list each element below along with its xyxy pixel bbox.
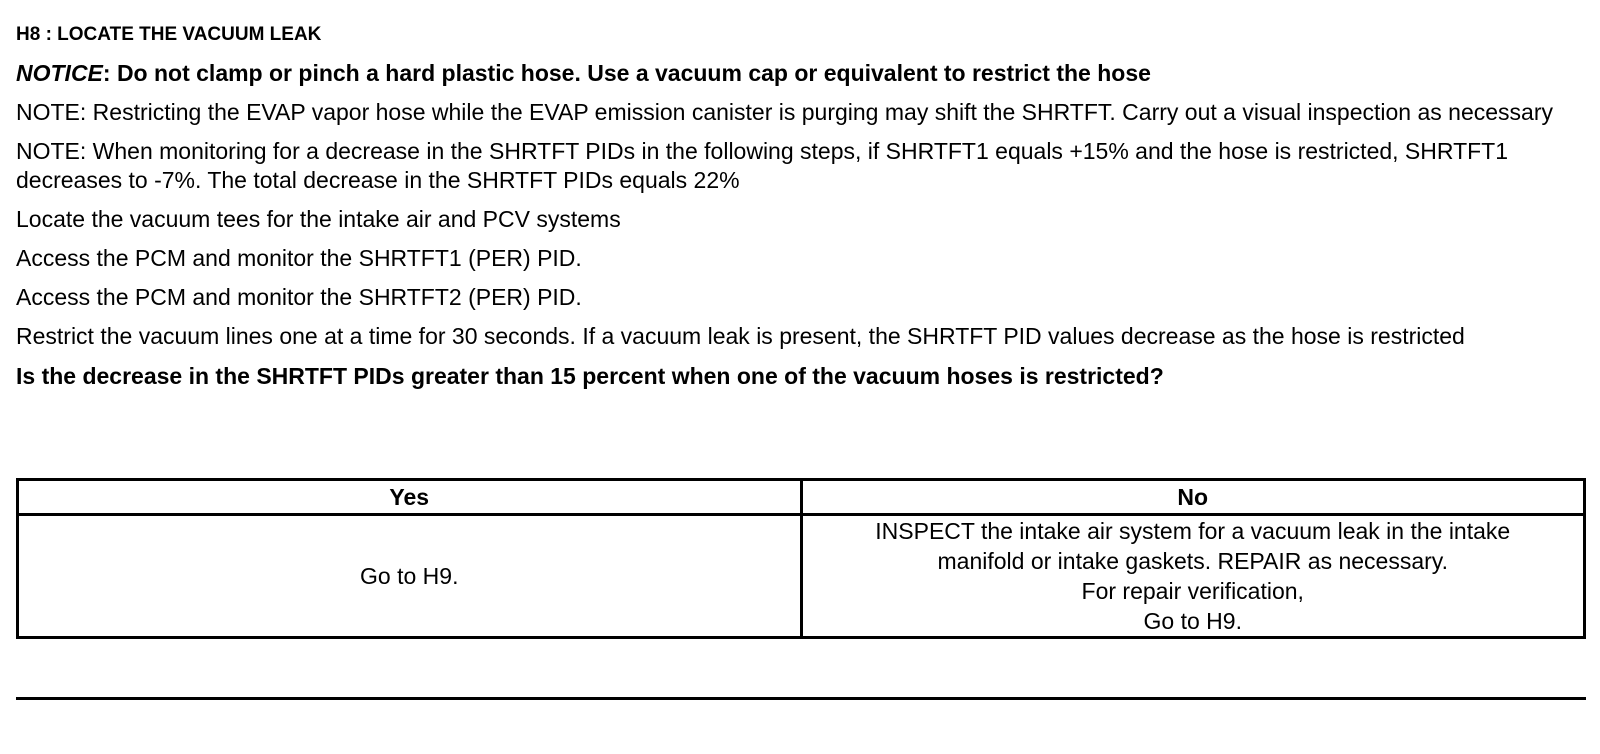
no-header: No [801, 480, 1585, 515]
no-action-line: INSPECT the intake air system for a vacuum leak in the intake [875, 518, 1511, 544]
note-evap: NOTE: Restricting the EVAP vapor hose while the EVAP emission canister is purging may shift the SHRTFT. Carry out a visual inspection as necessary [16, 99, 1553, 125]
instruction-locate-tees: Locate the vacuum tees for the intake air and PCV systems [16, 206, 621, 232]
bottom-divider [16, 697, 1586, 700]
notice-label: NOTICE [16, 60, 103, 86]
no-action-line: manifold or intake gaskets. REPAIR as necessary. [937, 548, 1448, 574]
notice-text: : Do not clamp or pinch a hard plastic hose. Use a vacuum cap or equivalent to restrict the hose [102, 60, 1151, 86]
no-action-line: Go to H9. [1143, 608, 1242, 634]
instruction-restrict-lines: Restrict the vacuum lines one at a time for 30 seconds. If a vacuum leak is present, the SHRTFT PID values decrease as the hose is restricted [16, 323, 1465, 349]
no-action [801, 515, 1585, 638]
step-title: H8 : LOCATE THE VACUUM LEAK [16, 24, 322, 45]
decision-header-row [18, 480, 1585, 515]
yes-action: Go to H9. [18, 515, 802, 638]
note-shrtft-decrease: NOTE: When monitoring for a decrease in the SHRTFT PIDs in the following steps, if SHRTFT1 equals +15% and the hose is restricted, SHRTFT1 decreases to -7%. The total decrease in the SHRTFT PIDs equals 22% [16, 138, 1509, 193]
procedure-step [16, 20, 1586, 391]
notice [16, 58, 1586, 88]
yes-header: Yes [18, 480, 802, 515]
decision-action-row [18, 515, 1585, 638]
instruction-monitor-shrtft2: Access the PCM and monitor the SHRTFT2 (PER) PID. [16, 284, 582, 310]
step-question: Is the decrease in the SHRTFT PIDs greater than 15 percent when one of the vacuum hoses is restricted? [16, 363, 1164, 389]
decision-table [16, 478, 1586, 639]
instruction-monitor-shrtft1: Access the PCM and monitor the SHRTFT1 (PER) PID. [16, 245, 582, 271]
no-action-line: For repair verification, [1081, 578, 1304, 604]
